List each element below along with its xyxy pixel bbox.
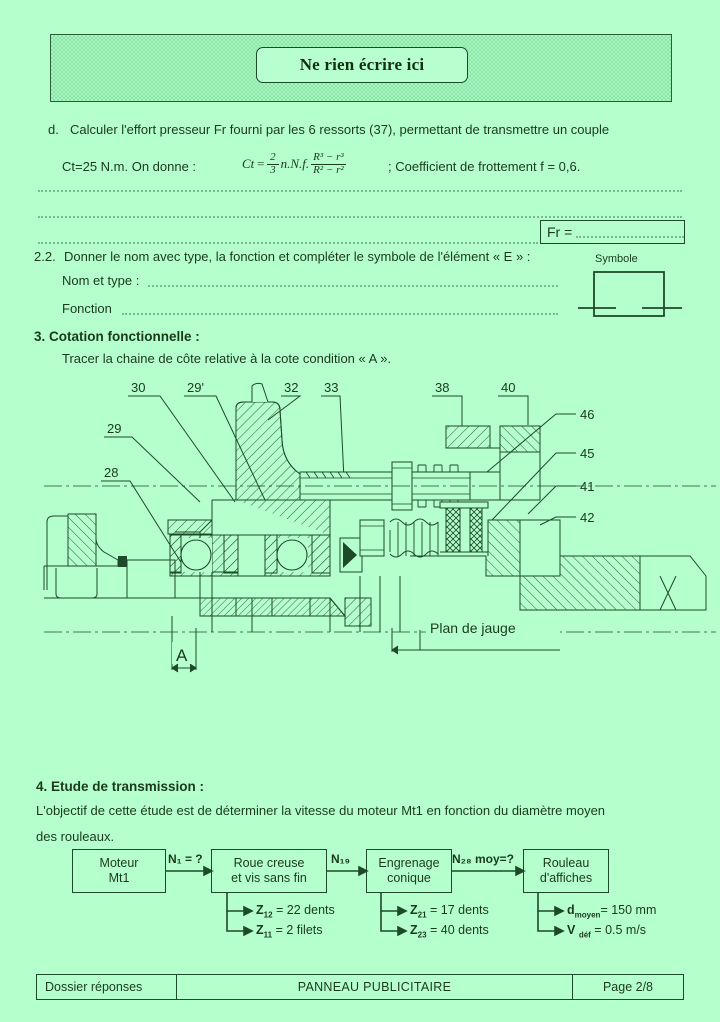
section-4-line2: des rouleaux. bbox=[36, 829, 115, 844]
block-engrenage-line2: conique bbox=[387, 871, 431, 885]
question-d-line1: Calculer l'effort presseur Fr fourni par les 6 ressorts (37), permettant de transmettre un couple bbox=[70, 122, 610, 137]
dimension-a-label: A bbox=[176, 646, 188, 665]
formula-ratio-numerator: R³ − r³ bbox=[313, 151, 344, 163]
part-label-32: 32 bbox=[284, 380, 299, 395]
question-d-marker: d. bbox=[48, 122, 59, 137]
block-moteur-line2: Mt1 bbox=[108, 871, 130, 885]
param-v-def: V $_{déf}$ = 0.5 m/s bbox=[567, 923, 647, 940]
footer-title: PANNEAU PUBLICITAIRE bbox=[177, 975, 573, 999]
answer-line-2[interactable] bbox=[38, 208, 682, 218]
fonction-input[interactable] bbox=[122, 305, 558, 315]
footer-dossier-reponses: Dossier réponses bbox=[37, 975, 177, 999]
answer-line-1[interactable] bbox=[38, 182, 682, 192]
fr-label: Fr = bbox=[547, 224, 573, 240]
formula-coefficient bbox=[267, 152, 279, 176]
formula-equals: = bbox=[256, 156, 266, 172]
block-roue-line2: et vis sans fin bbox=[231, 871, 307, 885]
footer-page-number: Page 2/8 bbox=[602, 980, 654, 994]
part-label-42: 42 bbox=[580, 510, 595, 525]
flow-label-n1: N₁ = ? bbox=[168, 852, 203, 866]
symbole-diagram[interactable] bbox=[578, 268, 688, 330]
param-z11: $Z_{11} = 2$ filets bbox=[256, 923, 323, 940]
page-footer bbox=[36, 974, 684, 1000]
torque-formula bbox=[242, 152, 346, 176]
part-label-38: 38 bbox=[435, 380, 450, 395]
section-4-title: 4. Etude de transmission : bbox=[36, 779, 205, 794]
question-d-line2-prefix: Ct=25 N.m. On donne : bbox=[62, 159, 197, 174]
block-rouleau-line1: Rouleau bbox=[542, 856, 590, 870]
fr-answer-box[interactable] bbox=[540, 220, 685, 244]
do-not-write-notice: Ne rien écrire ici bbox=[256, 47, 468, 83]
question-22-text: Donner le nom avec type, la fonction et compléter le symbole de l'élément « E » : bbox=[64, 249, 531, 264]
nom-et-type-label: Nom et type : bbox=[62, 273, 140, 288]
part-label-33: 33 bbox=[324, 380, 339, 395]
section-4-line1: L'objectif de cette étude est de déterminer la vitesse du moteur Mt1 en fonction du diamètre moyen bbox=[36, 803, 606, 818]
fonction-label: Fonction bbox=[62, 301, 112, 316]
param-z23: $Z_{23} = 40$ dents bbox=[410, 923, 489, 940]
symbole-label: Symbole bbox=[595, 253, 638, 265]
block-engrenage-line1: Engrenage bbox=[378, 856, 440, 870]
section-3-instruction: Tracer la chaine de côte relative à la cote condition « A ». bbox=[62, 351, 392, 366]
param-d-moyen: $d_{moyen}= 150$ mm bbox=[567, 903, 657, 920]
param-z21: $Z_{21} = 17$ dents bbox=[410, 903, 489, 920]
block-moteur-line1: Moteur bbox=[99, 856, 139, 870]
param-z12: $Z_{12} = 22$ dents bbox=[256, 903, 335, 920]
part-label-29: 29 bbox=[107, 421, 122, 436]
part-label-41: 41 bbox=[580, 479, 595, 494]
formula-coef-denominator: 3 bbox=[270, 163, 276, 176]
part-label-28: 28 bbox=[104, 465, 119, 480]
mechanical-cross-section-drawing bbox=[0, 380, 720, 700]
part-label-45: 45 bbox=[580, 446, 595, 461]
nom-et-type-input[interactable] bbox=[148, 277, 558, 287]
formula-mid-term: n.N.f. bbox=[280, 156, 310, 172]
answer-line-3[interactable] bbox=[38, 234, 538, 244]
formula-lhs: Ct bbox=[242, 156, 255, 172]
part-label-30: 30 bbox=[131, 380, 146, 395]
part-label-29p: 29' bbox=[187, 380, 204, 395]
fr-input-rule[interactable] bbox=[576, 227, 684, 238]
block-roue-line1: Roue creuse bbox=[233, 856, 305, 870]
header-band bbox=[50, 34, 672, 102]
question-22-number: 2.2. bbox=[34, 249, 56, 264]
formula-ratio-denominator: R² − r² bbox=[313, 163, 344, 176]
part-label-40: 40 bbox=[501, 380, 516, 395]
formula-ratio bbox=[311, 152, 346, 176]
flow-label-n19: N₁₉ bbox=[331, 852, 351, 866]
section-3-title: 3. Cotation fonctionnelle : bbox=[34, 329, 200, 344]
part-label-46: 46 bbox=[580, 407, 595, 422]
plan-de-jauge-label: Plan de jauge bbox=[430, 620, 516, 636]
block-rouleau-line2: d'affiches bbox=[539, 871, 593, 885]
friction-coefficient-text: ; Coefficient de frottement f = 0,6. bbox=[388, 159, 581, 174]
flow-label-n28: N₂₈ moy=? bbox=[452, 852, 514, 866]
formula-coef-numerator: 2 bbox=[267, 152, 279, 165]
